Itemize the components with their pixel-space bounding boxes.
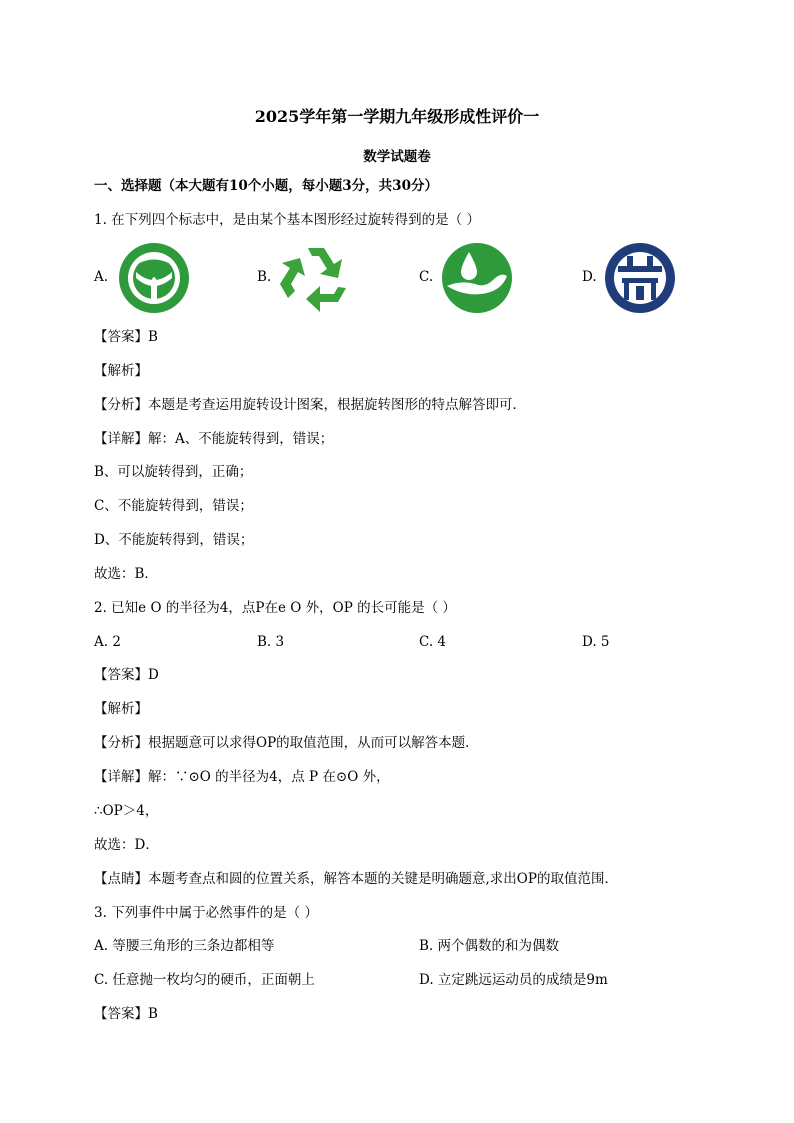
q2-answer: 【答案】D — [94, 667, 159, 683]
q1-detail-line-b: B、可以旋转得到，正确； — [94, 464, 253, 480]
q3-option-d: D. 立定跳远运动员的成绩是9m — [419, 972, 608, 988]
q3-option-c: C. 任意抛一枚均匀的硬币，正面朝上 — [94, 972, 315, 988]
green-food-logo-icon — [118, 242, 190, 314]
building-logo-icon — [604, 242, 676, 314]
q2-detail: 【详解】解：∵⊙O 的半径为4，点 P 在⊙O 外， — [94, 769, 390, 785]
q2-option-a: A. 2 — [94, 634, 121, 650]
q1-option-d-label: D. — [582, 269, 597, 285]
q3-option-b: B. 两个偶数的和为偶数 — [419, 938, 560, 954]
q1-detail: 【详解】解：A、不能旋转得到，错误； — [94, 431, 334, 447]
section-heading: 一、选择题（本大题有10个小题，每小题3分，共30分） — [94, 178, 438, 194]
page-subtitle: 数学试题卷 — [363, 149, 431, 165]
q1-choose: 故选：B． — [94, 566, 158, 582]
q1-analysis: 【分析】本题是考查运用旋转设计图案，根据旋转图形的特点解答即可． — [94, 397, 526, 413]
q1-answer: 【答案】B — [94, 329, 158, 345]
q1-option-b-label: B. — [257, 269, 272, 285]
q2-analysis-heading: 【解析】 — [94, 701, 148, 717]
q1-detail-line-c: C、不能旋转得到，错误； — [94, 498, 253, 514]
question-2-stem: 2. 已知e O 的半径为4，点P在e O 外，OP 的长可能是（ ） — [94, 600, 456, 616]
water-drop-logo-icon — [441, 242, 513, 314]
q1-analysis-heading: 【解析】 — [94, 363, 148, 379]
q1-option-a-label: A. — [94, 269, 109, 285]
question-1-stem: 1. 在下列四个标志中，是由某个基本图形经过旋转得到的是（ ） — [94, 212, 480, 228]
q1-detail-line-d: D、不能旋转得到，错误； — [94, 532, 254, 548]
page-title: 2025学年第一学期九年级形成性评价一 — [254, 107, 540, 126]
recycle-logo-icon — [280, 242, 352, 314]
q2-option-b: B. 3 — [257, 634, 285, 650]
q2-option-d: D. 5 — [582, 634, 610, 650]
q2-choose: 故选：D． — [94, 837, 159, 853]
q2-comment: 【点睛】本题考查点和圆的位置关系，解答本题的关键是明确题意,求出OP的取值范围． — [94, 871, 618, 887]
q2-detail-line-2: ∴OP＞4， — [94, 803, 159, 819]
q3-answer: 【答案】B — [94, 1006, 158, 1022]
q2-option-c: C. 4 — [419, 634, 447, 650]
q2-analysis: 【分析】根据题意可以求得OP的取值范围，从而可以解答本题． — [94, 735, 479, 751]
q1-option-c-label: C. — [419, 269, 434, 285]
question-3-stem: 3. 下列事件中属于必然事件的是（ ） — [94, 905, 318, 921]
q3-option-a: A. 等腰三角形的三条边都相等 — [94, 938, 275, 954]
